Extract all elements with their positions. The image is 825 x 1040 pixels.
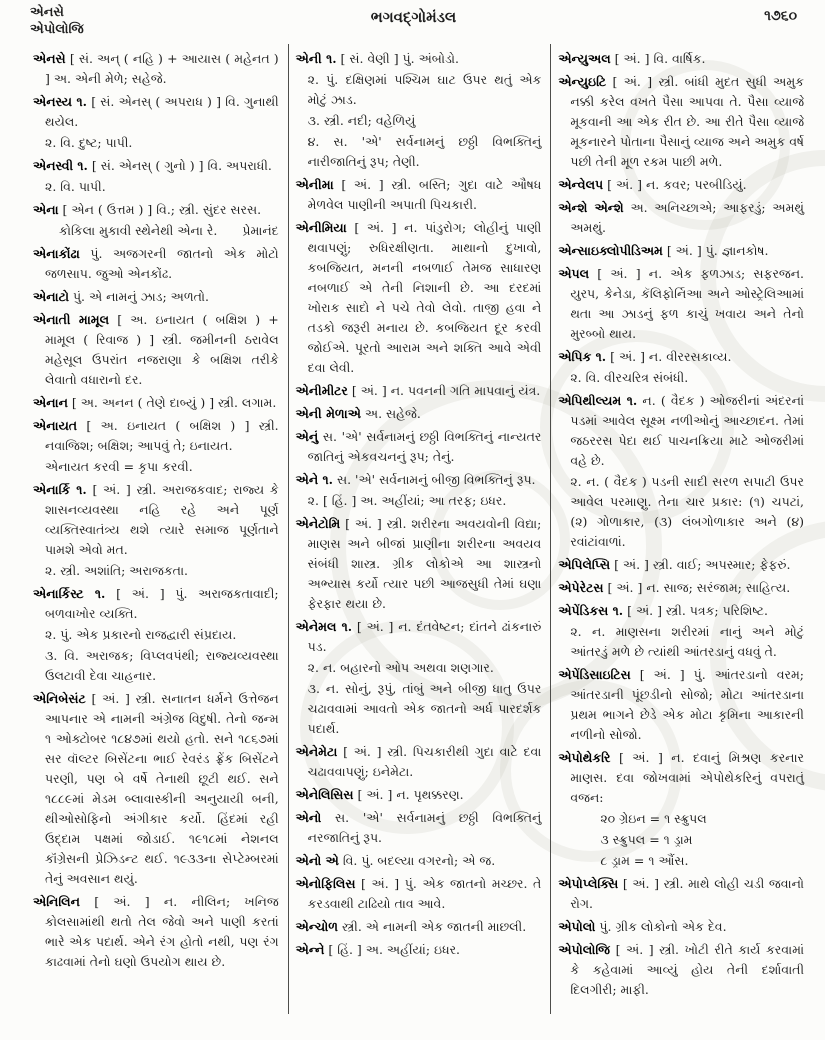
dictionary-entry: એનિબેસંટ [ અં. ] સ્ત્રી. સનાતન ધર્મને ઉત્તેજન આપનાર એ નામની અંગ્રેજ વિદુષી. તેનો જન્મ ૧ ઓક્ટોબર ૧૮૪૭માં થયો હતો. સને ૧૮૬૭માં સર વૉલ્ટર બિસેંટના ભાઈ રેવરંડ ફ્રેંક બિસેંટને પરણી, પણ બે વર્ષે તેનાથી છૂટી થઈ. સને ૧૮૮૯માં મેડમ બ્લાવાસ્કીની અનુયાયી બની, થીઓસોફિનો અંગીકાર કર્યો. હિંદમાં રહી ઉદ્દામ પક્ષમાં જોડાઈ. ૧૯૧૮માં નેશનલ કૉંગ્રેસની પ્રેઝિડન્ટ થઈ. ૧૯૩૩ના સેપ્ટેમ્બરમાં તેનું અવસાન થયું. xyxy=(33,691,279,886)
weight-formula: ૩ સ્ક્રુપલ = ૧ ડ્રામ xyxy=(600,832,693,847)
headword: એનાર્કિસ્ટ ૧. xyxy=(33,586,106,601)
page-header xyxy=(30,4,797,38)
headword: એનેલિસિસ xyxy=(295,787,354,802)
dictionary-entry: એનોફિલિસ [ અં. ] પું. એક જાતનો મચ્છર. તે કરડવાથી ટાઢિયો તાવ આવે. xyxy=(295,876,542,911)
headword: એન્ને xyxy=(295,942,325,957)
headword: એનીમિયા xyxy=(295,220,347,235)
dictionary-entry: એનેલિસિસ [ અં. ] ન. પૃથક્કરણ. xyxy=(295,787,464,802)
dictionary-entry: એનસ્વી ૧. [ સં. એનસ્ ( ગુનો ) ] વિ. અપરાધી. xyxy=(33,158,272,173)
headword: એન્સાઇક્લોપીડિઅમ xyxy=(558,243,663,258)
dictionary-entry: એને ૧. સ. 'એ' સર્વનામનું બીજી વિભક્તિનું રૂપ. xyxy=(295,472,536,487)
headword: એપિથીલ્યમ ૧. xyxy=(558,393,638,408)
headword: એનિબેસંટ xyxy=(33,691,86,706)
headword: એનાન xyxy=(33,395,68,410)
dictionary-entry: એનેમેટા [ અં. ] સ્ત્રી. પિચકારીથી ગુદા વાટે દવા ચઢાવવાપણું; ઇનેમેટા. xyxy=(295,744,542,779)
quote-line xyxy=(33,221,279,241)
headword: એપોથેકરિ xyxy=(558,750,611,765)
headword: એપોલોજિ xyxy=(558,942,610,957)
dictionary-entry: એન્સાઇક્લોપીડિઅમ [ અં. ] પું. જ્ઞાનકોષ. xyxy=(558,243,769,258)
headword: એનેમેટા xyxy=(295,744,338,759)
dictionary-entry: એનાતી મામૂલ [ અ. ઇનાયત ( બક્ષિશ ) + મામૂલ ( રિવાજ ) ] સ્ત્રી. જમીનની ઠરાવેલ મહેસૂલ ઉપરાંત નજરાણા કે બક્ષિશ તરીકે લેવાતો વધારાનો દર. xyxy=(33,312,279,387)
quote-attribution: પ્રેમાનંદ xyxy=(242,223,279,238)
sub-sense: ૨. [ હિં. ] અ. અહીંયાં; આ તરફ; ઇધર. xyxy=(307,493,507,508)
sub-sense: ૨. પું. દક્ષિણમાં પશ્ચિમ ઘાટ ઉપર થતું એક મોટું ઝાડ. xyxy=(307,72,542,107)
headword: એનાતી મામૂલ xyxy=(33,312,110,327)
headword: એનાયત xyxy=(33,418,78,433)
headword: એનો એ xyxy=(295,853,339,868)
dictionary-entry: એનો સ. 'એ' સર્વનામનું છઠ્ઠી વિભક્તિનું નરજાતિનું રૂપ. xyxy=(295,810,542,845)
dictionary-entry: એનીમિયા [ અં. ] ન. પાંડુરોગ; લોહીનું પાણી થવાપણું; રુધિરક્ષીણતા. માથાનો દુખાવો, કબજિયત, મનની નબળાઈ તેમજ સાધારણ નબળાઈ એ તેની નિશાની છે. આ દરદમાં ખોરાક સાદો ને પચે તેવો લેવો. તાજી હવા ને તડકો જરૂરી મનાય છે. કબજિયત દૂર કરવી જોઈએ. પૂરતો આરામ અને શક્તિ આવે એવી દવા લેવી. xyxy=(295,220,542,375)
dictionary-entry: એનેમલ ૧. [ અં. ] ન. દંતવેષ્ટન; દાંતને ઢાંકનારું પડ. xyxy=(295,619,542,654)
headword: એનસ્ય ૧. xyxy=(33,94,87,109)
guide-words xyxy=(30,4,240,38)
column-2 xyxy=(289,44,552,1014)
sub-sense: ૩. વિ. અરાજક; વિપ્લવપંથી; રાજ્યવ્યવસ્થા ઉલટાવી દેવા ચાહનાર. xyxy=(45,648,279,683)
page-title: ભગવદ્ગોમંડલ xyxy=(370,8,457,26)
dictionary-entry: એનાન [ અ. અનન ( તેણે દાબ્યું ) ] સ્ત્રી. લગામ. xyxy=(33,395,277,410)
sub-sense: ૩. સ્ત્રી. નદી; વહેળિયું xyxy=(307,113,416,128)
headword: એના xyxy=(33,202,59,217)
sub-sense: ૨. વિ. વીરચરિત્ર સંબંધી. xyxy=(570,370,689,385)
page-number: ૧૭૬૦ xyxy=(764,8,797,24)
dictionary-entry: એપેંડિસાઇટિસ [ અં. ] પું. આંતરડાનો વરમ; આંતરડાની પૂંછડીનો સોજો; મોટા આંતરડાના પ્રથમ ભાગને છેડે એક મોટા કૃમિના આકારની નળીનો સોજો. xyxy=(558,667,805,742)
dictionary-entry: એન્વેલપ [ અં. ] ન. કવર; પરબીડિયું. xyxy=(558,177,747,192)
headword: એનીમા xyxy=(295,177,334,192)
sub-sense: ૨. ન. ( વૈદક ) પડની સાદી સરળ સપાટી ઉપર આવેલ પરમાણુ. તેના ચાર પ્રકાર: (૧) ચપટાં, (૨) ગોળાકાર, (૩) લંબગોળાકાર અને (૪) રવાંટાંવાળાં. xyxy=(570,474,805,549)
headword: એન્યુઅલ xyxy=(558,51,611,66)
headword: એપલ xyxy=(558,266,590,281)
dictionary-entry: એપેંડિકસ ૧. [ અં. ] સ્ત્રી. પત્રક; પરિશિષ્ટ. xyxy=(558,603,768,618)
dictionary-entry: એનીમા [ અં. ] સ્ત્રી. બસ્તિ; ગુદા વાટે ઔષધ મેળવેલ પાણીની અપાતી પિચકારી. xyxy=(295,177,542,212)
sub-sense: ૨. ન. બહારનો ઓપ અથવા શણગાર. xyxy=(307,660,494,675)
headword: એનિલિન xyxy=(33,894,80,909)
sub-sense: ૪. સ. 'એ' સર્વનામનું છઠ્ઠી વિભક્તિનું નારીજાતિનું રૂપ; તેણી. xyxy=(307,134,542,169)
weight-formula: ૮ ડ્રામ = ૧ ઔંસ. xyxy=(600,853,689,868)
headword: એપોલો xyxy=(558,919,596,934)
dictionary-entry: એનાર્કિસ્ટ ૧. [ અં. ] પું. અરાજકતાવાદી; બળવાખોર વ્યક્તિ. xyxy=(33,586,279,621)
dictionary-entry: એન્ને [ હિં. ] અ. અહીંયાં; ઇધર. xyxy=(295,942,461,957)
sub-sense: એનાયત કરવી = કૃપા કરવી. xyxy=(45,459,193,474)
dictionary-entry: એન્શે એન્શે અ. અનિચ્છાએ; આફરડું; અમથું અમથું. xyxy=(558,200,805,235)
headword: એન્વેલપ xyxy=(558,177,604,192)
sub-sense: ૨. સ્ત્રી. અશાંતિ; અરાજકતા. xyxy=(45,563,188,578)
dictionary-entry: એપિથીલ્યમ ૧. ન. ( વૈદક ) ઓજરીનાં અંદરનાં પડમાં આવેલ સૂક્ષ્મ નળીઓનું આચ્છાદન. તેમાં જઠરરસ પેદા થઈ પાચનક્રિયા માટે ઓજરીમાં વહે છે. xyxy=(558,393,805,468)
dictionary-entry: એપોલો પું. ગ્રીક લોકોનો એક દેવ. xyxy=(558,919,727,934)
dictionary-entry: એનાર્કિ ૧. [ અં. ] સ્ત્રી. અરાજકવાદ; રાજ્ય કે શાસનવ્યવસ્થા નહિ રહે અને પૂર્ણ વ્યક્તિસ્વાતંત્ર્ય થશે ત્યારે સમાજ પૂર્ણતાને પામશે એવો મત. xyxy=(33,482,279,557)
headword: એપોપ્લેક્સિ xyxy=(558,876,619,891)
text-columns xyxy=(26,44,813,1014)
headword: એપેંડિકસ ૧. xyxy=(558,603,624,618)
column-1 xyxy=(26,44,289,1014)
headword: એન્ચોળ xyxy=(295,919,338,934)
headword: એનેમલ ૧. xyxy=(295,619,353,634)
headword: એની ૧. xyxy=(295,51,337,66)
dictionary-entry: એનિલિન [ અં. ] ન. નીલિન; ખનિજ કોલસામાંથી થતો તેલ જેવો અને પાણી કરતાં ભારે એક પદાર્થ. એને રંગ હોતો નથી, પણ રંગ કાઢવામાં તેનો ઘણો ઉપયોગ થાય છે. xyxy=(33,894,279,969)
headword: એનાર્કિ ૧. xyxy=(33,482,87,497)
dictionary-entry: એપોપ્લેક્સિ [ અં. ] સ્ત્રી. માથે લોહી ચડી જવાનો રોગ. xyxy=(558,876,805,911)
dictionary-entry: એપિલેપ્સિ [ અં. ] સ્ત્રી. વાઈ; અપસ્માર; ફેફરું. xyxy=(558,557,791,572)
dictionary-entry: એનો એ વિ. પું. બદલ્યા વગરનો; એ જ. xyxy=(295,853,496,868)
sub-sense: ૨. ન. માણસના શરીરમાં નાનું અને મોટું આંતરડું મળે છે ત્યાંથી આંતરડાનું વધવું તે. xyxy=(570,624,805,659)
headword: એનાકોંઢા xyxy=(33,246,80,261)
dictionary-entry: એપોથેકરિ [ અં. ] ન. દવાનું મિશ્રણ કરનાર માણસ. દવા જોખવામાં એપોથેકરિનું વપરાતું વજન: xyxy=(558,750,805,805)
dictionary-entry: એપિક ૧. [ અં. ] ન. વીરરસકાવ્ય. xyxy=(558,349,732,364)
headword: એને ૧. xyxy=(295,472,334,487)
sub-sense: ૨. પું. એક પ્રકારનો રાજદ્વારી સંપ્રદાય. xyxy=(45,627,237,642)
dictionary-entry: એની ૧. [ સં. વેણી ] પું. અંબોડો. xyxy=(295,51,459,66)
dictionary-entry: એનાટો પું. એ નામનું ઝાડ; અળતો. xyxy=(33,289,210,304)
headword: એનીમીટર xyxy=(295,383,348,398)
headword: એનું xyxy=(295,429,319,444)
headword: એપિલેપ્સિ xyxy=(558,557,611,572)
headword: એની મેળાએ xyxy=(295,406,361,421)
dictionary-entry: એપોલોજિ [ અં. ] સ્ત્રી. ખોટી રીતે કાર્ય કરવામાં કે કહેવામાં આવ્યું હોય તેની દર્શાવાતી દિલગીરી; માફી. xyxy=(558,942,805,997)
headword: એપેંડિસાઇટિસ xyxy=(558,667,631,682)
dictionary-entry: એપલ [ અં. ] ન. એક ફળઝાડ; સફરજન. યુરપ, કેનેડા, કૅલિફોર્નિઆ અને ઓસ્ટ્રેલિઆમાં થતા આ ઝાડનું ફળ કાચું ખવાય અને તેનો મુરબ્બો થાય. xyxy=(558,266,805,341)
column-3 xyxy=(551,44,813,1014)
headword: એન્શે એન્શે xyxy=(558,200,624,215)
headword: એપિક ૧. xyxy=(558,349,607,364)
headword: એનેટોમિ xyxy=(295,516,341,531)
headword: એનસે xyxy=(33,51,66,66)
dictionary-entry: એનીમીટર [ અં. ] ન. પવનની ગતિ માપવાનું યંત્ર. xyxy=(295,383,541,398)
guide-word-top: એનસે xyxy=(30,5,64,20)
sub-sense: ૩. ન. સોનું, રૂપું, તાંબું અને બીજી ધાતુ ઉપર ચઢાવવામાં આવતો એક જાતનો અર્ધ પારદર્શક પદાર્થ. xyxy=(307,681,542,736)
quote-text: કોકિલા મુકાવી સ્થેનેથી એના રે. xyxy=(59,223,218,238)
dictionary-entry: એન્ચોળ સ્ત્રી. એ નામની એક જાતની માછલી. xyxy=(295,919,527,934)
headword: એનસ્વી ૧. xyxy=(33,158,88,173)
headword: એન્યુઇટિ xyxy=(558,74,607,89)
weight-formula: ૨૦ ગ્રેઇન = ૧ સ્ક્રુપલ xyxy=(600,811,707,826)
guide-word-bottom: એપોલોજિ xyxy=(30,22,84,37)
dictionary-entry: એનસ્ય ૧. [ સં. એનસ્ ( અપરાધ ) ] વિ. ગુનાથી થયેલ. xyxy=(33,94,279,129)
dictionary-entry: એનાયત [ અ. ઇનાયત ( બક્ષિશ ) ] સ્ત્રી. નવાજિશ; બક્ષિશ; આપવું તે; ઇનાયત. xyxy=(33,418,279,453)
dictionary-entry: એની મેળાએ અ. સહેજે. xyxy=(295,406,421,421)
sub-sense: ૨. વિ. પાપી. xyxy=(45,179,106,194)
dictionary-entry: એન્યુઅલ [ અં. ] વિ. વાર્ષિક. xyxy=(558,51,706,66)
dictionary-entry: એનાકોંઢા પું. અજગરની જાતનો એક મોટો જળસાપ. જુઓ એનકોંઢ. xyxy=(33,246,279,281)
headword: એનાટો xyxy=(33,289,69,304)
headword: એનો xyxy=(295,810,322,825)
dictionary-entry: એનસે [ સં. અન્ ( નહિ ) + આયાસ ( મહેનત ) ] અ. એની મેળે; સહેજે. xyxy=(33,51,279,86)
dictionary-entry: એપેરેટસ [ અં. ] ન. સાજ; સરંજામ; સાહિત્ય. xyxy=(558,580,791,595)
dictionary-entry: એન્યુઇટિ [ અં. ] સ્ત્રી. બાંધી મુદત સુધી અમુક નક્કી કરેલ વખતે પૈસા આપવા તે. પૈસા વ્યાજે મૂકવાની આ એક રીત છે. આ રીતે પૈસા વ્યાજે મૂકનારને પોતાના પૈસાનું વ્યાજ અને અમુક વર્ષ પછી તેની મૂળ રકમ પાછી મળે. xyxy=(558,74,805,169)
headword: એનોફિલિસ xyxy=(295,876,356,891)
sub-sense: ૨. વિ. દુષ્ટ; પાપી. xyxy=(45,135,133,150)
dictionary-entry: એનું સ. 'એ' સર્વનામનું છઠ્ઠી વિભક્તિનું નાન્યતર જાતિનું એકવચનનું રૂપ; તેનું. xyxy=(295,429,542,464)
headword: એપેરેટસ xyxy=(558,580,604,595)
dictionary-entry: એના [ એન ( ઉત્તમ ) ] વિ.; સ્ત્રી. સુંદર સરસ. xyxy=(33,202,262,217)
dictionary-entry: એનેટોમિ [ અં. ] સ્ત્રી. શરીરના અવયવોની વિદ્યા; માણસ અને બીજાં પ્રાણીના શરીરના અવયવ સંબંધી શાસ્ત્ર. ગ્રીક લોકોએ આ શાસ્ત્રનો અભ્યાસ કર્યો ત્યાર પછી આજસુધી તેમાં ઘણા ફેરફાર થયા છે. xyxy=(295,516,542,611)
